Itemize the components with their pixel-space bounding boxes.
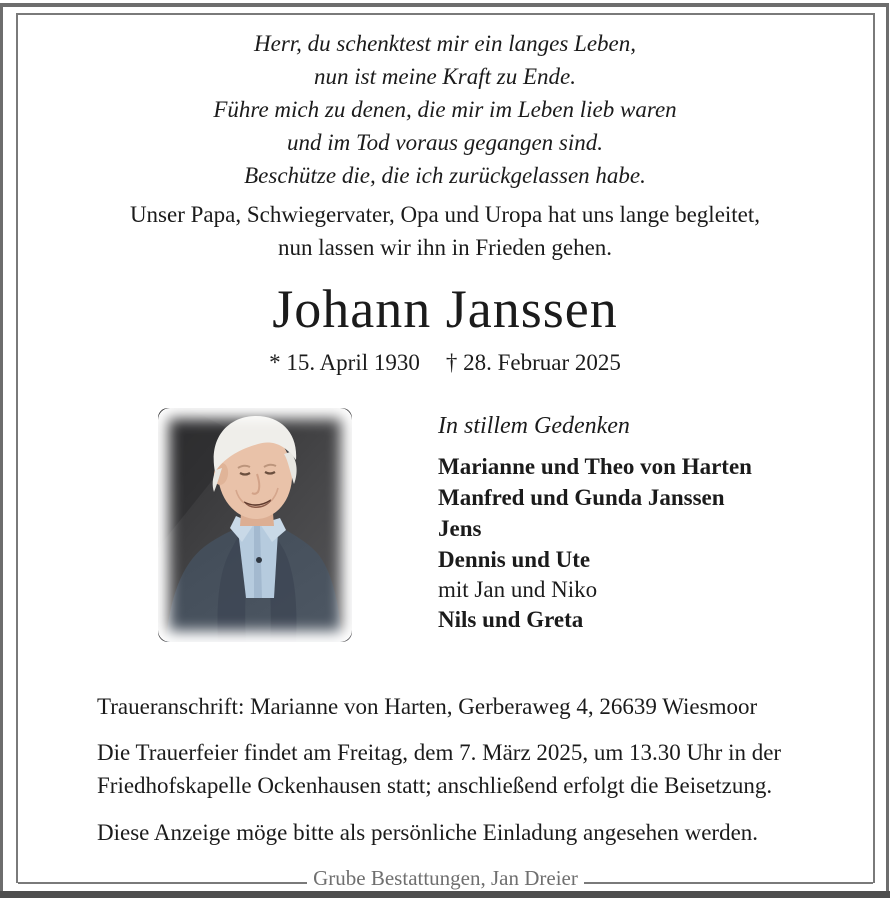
mourner-name: Marianne und Theo von Harten: [438, 454, 752, 479]
photo-and-mourners-section: [158, 408, 890, 642]
farewell-line: Unser Papa, Schwiegervater, Opa und Uropa hat uns lange begleitet,: [129, 202, 761, 227]
portrait-illustration: [158, 408, 352, 642]
mourner-name: Dennis und Ute: [438, 547, 591, 572]
deceased-name: Johann Janssen: [272, 279, 618, 339]
life-dates: [0, 348, 890, 378]
verse-line: und im Tod voraus gegangen sind.: [286, 130, 604, 155]
invitation-note: Diese Anzeige möge bitte als persönliche Einladung angesehen werden.: [97, 820, 759, 845]
farewell-line: nun lassen wir ihn in Frieden gehen.: [277, 235, 613, 260]
bottom-edge-bar: [0, 891, 890, 898]
funeral-home-name: Grube Bestattungen, Jan Dreier: [313, 866, 578, 890]
birth-date: * 15. April 1930: [269, 350, 420, 375]
verse-line: nun ist meine Kraft zu Ende.: [314, 64, 576, 89]
farewell-text: [0, 198, 890, 264]
verse-line: Herr, du schenktest mir ein langes Leben,: [254, 31, 636, 56]
mourner-name: Nils und Greta: [438, 607, 584, 632]
footer-rule-right: [584, 882, 873, 884]
mourner-name: mit Jan und Niko: [438, 577, 598, 602]
condolence-address: Traueranschrift: Marianne von Harten, Gerberaweg 4, 26639 Wiesmoor: [97, 694, 758, 719]
footer-rule-left: [18, 882, 307, 884]
footer: [18, 863, 873, 890]
service-line: Die Trauerfeier findet am Freitag, dem 7. März 2025, um 13.30 Uhr in der: [97, 740, 782, 765]
mourner-list: [438, 451, 752, 635]
memorial-title: In stillem Gedenken: [438, 413, 630, 439]
verse-line: Beschütze die, die ich zurückgelassen habe.: [244, 163, 646, 188]
mourners-column: [438, 408, 752, 635]
opening-verse: [0, 27, 890, 192]
mourner-name: Jens: [438, 516, 482, 541]
portrait-photo: [158, 408, 352, 642]
mourner-name: Manfred und Gunda Janssen: [438, 485, 725, 510]
verse-line: Führe mich zu denen, die mir im Leben lieb waren: [213, 97, 677, 122]
service-line: Friedhofskapelle Ockenhausen statt; anschließend erfolgt die Beisetzung.: [97, 773, 773, 798]
funeral-service-info: [0, 736, 890, 802]
death-date: † 28. Februar 2025: [445, 350, 621, 375]
